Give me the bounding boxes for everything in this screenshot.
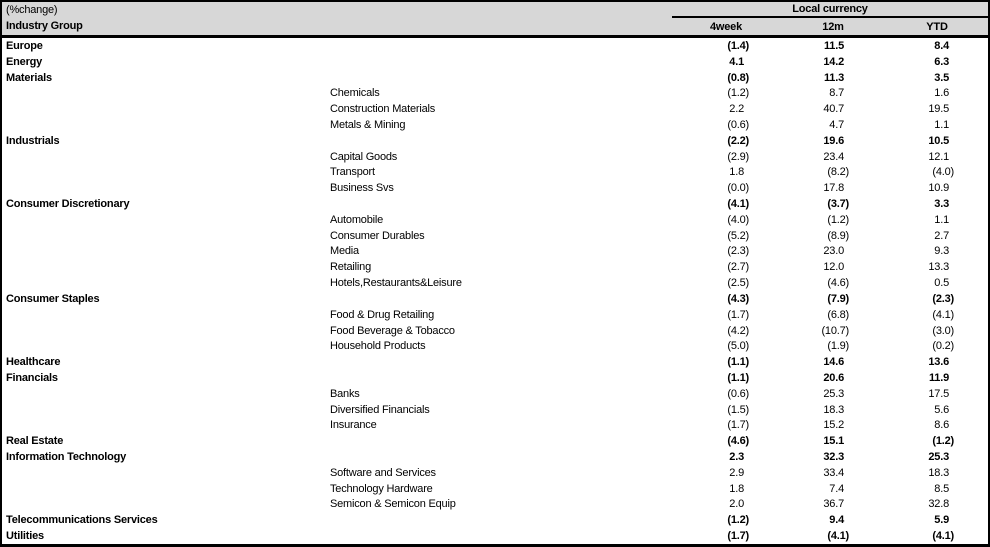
value-cell: (5.2) [727, 229, 749, 242]
value-cell: (8.9) [827, 229, 849, 242]
table-body [2, 38, 988, 544]
value-cell: 6.3 [934, 55, 949, 68]
value-cell: 7.4 [829, 482, 844, 495]
value-cell: 25.3 [823, 387, 844, 400]
value-cell: (1.1) [727, 371, 749, 384]
column-header-ytd: YTD [926, 21, 948, 33]
value-cell: 2.2 [729, 103, 744, 116]
value-cell: 11.5 [823, 39, 844, 52]
industry-name: Food Beverage & Tobacco [330, 324, 455, 337]
value-cell: 1.6 [934, 87, 949, 100]
table-row [2, 70, 988, 86]
value-cell: 12.1 [928, 150, 949, 163]
value-cell: 32.3 [823, 451, 844, 464]
value-cell: 1.8 [729, 482, 744, 495]
table-row [2, 449, 988, 465]
table-row [2, 259, 988, 275]
value-cell: 3.5 [934, 71, 949, 84]
industry-name: Consumer Durables [330, 229, 425, 242]
value-cell: 18.3 [928, 466, 949, 479]
table-row [2, 418, 988, 434]
value-cell: (8.2) [827, 166, 849, 179]
value-cell: (2.3) [727, 245, 749, 258]
industry-name: Semicon & Semicon Equip [330, 498, 456, 511]
value-cell: 32.8 [928, 498, 949, 511]
value-cell: 5.9 [934, 514, 949, 527]
value-cell: 8.5 [934, 482, 949, 495]
value-cell: (0.8) [727, 71, 749, 84]
value-cell: 11.3 [823, 71, 844, 84]
value-cell: (7.9) [827, 292, 849, 305]
sector-name: Consumer Staples [6, 292, 100, 305]
value-cell: (0.6) [727, 118, 749, 131]
value-cell: (2.2) [727, 134, 749, 147]
industry-name: Food & Drug Retailing [330, 308, 435, 321]
sector-name: Utilities [6, 530, 44, 543]
industry-name: Household Products [330, 340, 426, 353]
value-cell: (1.5) [727, 403, 749, 416]
value-cell: (1.9) [827, 340, 849, 353]
value-cell: (1.1) [727, 356, 749, 369]
value-cell: 17.8 [823, 182, 844, 195]
table-row [2, 323, 988, 339]
industry-name: Business Svs [330, 182, 394, 195]
value-cell: (3.0) [932, 324, 954, 337]
value-cell: (4.3) [727, 292, 749, 305]
table-row [2, 117, 988, 133]
value-cell: (4.6) [827, 277, 849, 290]
industry-name: Transport [330, 166, 375, 179]
table-row [2, 338, 988, 354]
value-cell: 23.0 [823, 245, 844, 258]
value-cell: 13.6 [928, 356, 949, 369]
value-cell: (2.7) [727, 261, 749, 274]
table-row [2, 180, 988, 196]
table-row [2, 133, 988, 149]
table-row [2, 228, 988, 244]
value-cell: 3.3 [934, 198, 949, 211]
value-cell: 25.3 [928, 451, 949, 464]
value-cell: 2.0 [729, 498, 744, 511]
industry-name: Insurance [330, 419, 377, 432]
sector-name: Healthcare [6, 356, 61, 369]
table-row [2, 275, 988, 291]
value-cell: 2.7 [934, 229, 949, 242]
value-cell: 11.9 [928, 371, 949, 384]
sector-name: Telecommunications Services [6, 514, 158, 527]
value-cell: (2.3) [932, 292, 954, 305]
value-cell: (4.0) [932, 166, 954, 179]
value-cell: (0.0) [727, 182, 749, 195]
value-cell: (3.7) [827, 198, 849, 211]
value-cell: (1.4) [727, 39, 749, 52]
period-column-headers [672, 18, 988, 35]
table-row [2, 101, 988, 117]
industry-name: Software and Services [330, 466, 436, 479]
value-cell: 4.7 [829, 118, 844, 131]
header-left-labels [6, 2, 83, 35]
value-cell: 1.1 [934, 118, 949, 131]
value-cell: 33.4 [823, 466, 844, 479]
table-row [2, 402, 988, 418]
value-cell: 18.3 [823, 403, 844, 416]
header-numeric-section [672, 2, 988, 35]
industry-group-column-header: Industry Group [6, 20, 83, 32]
industry-name: Chemicals [330, 87, 380, 100]
industry-name: Banks [330, 387, 360, 400]
industry-name: Retailing [330, 261, 372, 274]
value-cell: (2.5) [727, 277, 749, 290]
value-cell: 15.1 [823, 435, 844, 448]
value-cell: 5.6 [934, 403, 949, 416]
table-row [2, 465, 988, 481]
value-cell: 36.7 [823, 498, 844, 511]
value-cell: (1.7) [727, 530, 749, 543]
value-cell: 0.5 [934, 277, 949, 290]
value-cell: (4.1) [932, 530, 954, 543]
column-header-12m: 12m [822, 21, 844, 33]
sector-name: Information Technology [6, 451, 127, 464]
table-row [2, 386, 988, 402]
table-row [2, 244, 988, 260]
table-row [2, 149, 988, 165]
column-header-4week: 4week [709, 21, 743, 33]
sector-name: Consumer Discretionary [6, 198, 130, 211]
value-cell: (1.7) [727, 308, 749, 321]
value-cell: 14.6 [823, 356, 844, 369]
value-cell: 12.0 [823, 261, 844, 274]
value-cell: (0.6) [727, 387, 749, 400]
value-cell: (10.7) [821, 324, 849, 337]
table-row [2, 54, 988, 70]
table-row [2, 512, 988, 528]
table-row [2, 212, 988, 228]
value-cell: (4.6) [727, 435, 749, 448]
sector-name: Financials [6, 371, 58, 384]
table-row [2, 291, 988, 307]
table-row [2, 85, 988, 101]
table-header [2, 2, 988, 38]
value-cell: (2.9) [727, 150, 749, 163]
industry-name: Hotels,Restaurants&Leisure [330, 277, 462, 290]
value-cell: 8.6 [934, 419, 949, 432]
percent-change-label: (%change) [6, 4, 58, 16]
table-row [2, 433, 988, 449]
industry-name: Technology Hardware [330, 482, 433, 495]
value-cell: 10.5 [928, 134, 949, 147]
value-cell: 9.4 [829, 514, 844, 527]
value-cell: 20.6 [823, 371, 844, 384]
value-cell: 10.9 [928, 182, 949, 195]
value-cell: 19.5 [928, 103, 949, 116]
sector-name: Real Estate [6, 435, 64, 448]
table-row [2, 354, 988, 370]
local-currency-group-header: Local currency [672, 2, 988, 18]
table-row [2, 307, 988, 323]
value-cell: (0.2) [932, 340, 954, 353]
value-cell: 23.4 [823, 150, 844, 163]
value-cell: 2.9 [729, 466, 744, 479]
industry-name: Metals & Mining [330, 118, 406, 131]
value-cell: 40.7 [823, 103, 844, 116]
value-cell: 14.2 [823, 55, 844, 68]
industry-name: Capital Goods [330, 150, 398, 163]
sector-name: Europe [6, 39, 43, 52]
industry-name: Construction Materials [330, 103, 436, 116]
value-cell: 1.1 [934, 213, 949, 226]
industry-name: Media [330, 245, 359, 258]
industry-name: Automobile [330, 213, 384, 226]
table-row [2, 370, 988, 386]
value-cell: 4.1 [729, 55, 744, 68]
value-cell: 17.5 [928, 387, 949, 400]
value-cell: (4.1) [727, 198, 749, 211]
value-cell: 2.3 [729, 451, 744, 464]
value-cell: 15.2 [823, 419, 844, 432]
value-cell: (1.2) [827, 213, 849, 226]
value-cell: (4.1) [932, 308, 954, 321]
table-row [2, 497, 988, 513]
value-cell: 1.8 [729, 166, 744, 179]
value-cell: 8.7 [829, 87, 844, 100]
value-cell: (4.0) [727, 213, 749, 226]
value-cell: (6.8) [827, 308, 849, 321]
value-cell: (4.1) [827, 530, 849, 543]
industry-name: Diversified Financials [330, 403, 430, 416]
table-row [2, 528, 988, 544]
sector-name: Industrials [6, 134, 60, 147]
value-cell: (1.2) [727, 87, 749, 100]
sector-name: Energy [6, 55, 43, 68]
sector-name: Materials [6, 71, 52, 84]
table-row [2, 196, 988, 212]
table-row [2, 38, 988, 54]
table-row [2, 165, 988, 181]
value-cell: (4.2) [727, 324, 749, 337]
value-cell: 9.3 [934, 245, 949, 258]
value-cell: 13.3 [928, 261, 949, 274]
value-cell: 8.4 [934, 39, 949, 52]
value-cell: (5.0) [727, 340, 749, 353]
value-cell: (1.2) [932, 435, 954, 448]
value-cell: 19.6 [823, 134, 844, 147]
table-row [2, 481, 988, 497]
value-cell: (1.2) [727, 514, 749, 527]
value-cell: (1.7) [727, 419, 749, 432]
